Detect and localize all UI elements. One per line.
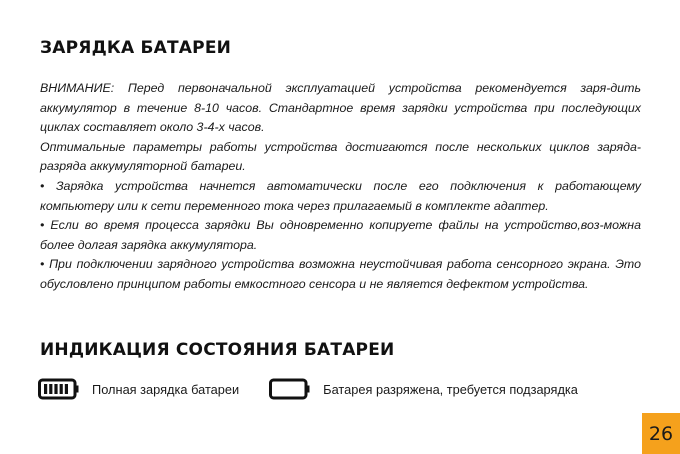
bullet-auto-charge: • Зарядка устройства начнется автоматически после его подключения к работающему компьютеру или к сети переменного тока через прилагаемый в комплекте адаптер. [40, 178, 641, 213]
battery-full-icon [38, 377, 80, 401]
battery-empty-icon [269, 377, 311, 401]
page-number: 26 [642, 413, 680, 454]
section-title-indication: ИНДИКАЦИЯ СОСТОЯНИЯ БАТАРЕИ [40, 340, 395, 360]
charging-text [40, 79, 641, 295]
bullet-copy-files: • Если во время процесса зарядки Вы одновременно копируете файлы на устройство,воз-можна более долгая зарядка аккумулятора. [40, 218, 641, 252]
indicator-full [38, 377, 239, 401]
indicator-empty [269, 377, 578, 401]
battery-indicators [38, 377, 578, 401]
bullet-touchscreen: • При подключении зарядного устройства возможна неустойчивая работа сенсорного экрана. Это обусловлено принципом работы емкостного сенсора и не является дефектом устройства. [40, 257, 641, 291]
paragraph-warning: ВНИМАНИЕ: Перед первоначальной эксплуатацией устройства рекомендуется заря-дить аккумулятор в течение 8-10 часов. Стандартное время зарядки устройства при последующих циклах составляет около 3-4-х часов. [40, 81, 641, 135]
indicator-full-label: Полная зарядка батареи [92, 381, 240, 397]
section-title-charging: ЗАРЯДКА БАТАРЕИ [40, 38, 232, 58]
paragraph-optimal: Оптимальные параметры работы устройства достигаются после нескольких циклов заряда-разряда аккумуляторной батареи. [40, 139, 641, 174]
indicator-empty-label: Батарея разряжена, требуется подзарядка [323, 381, 578, 397]
